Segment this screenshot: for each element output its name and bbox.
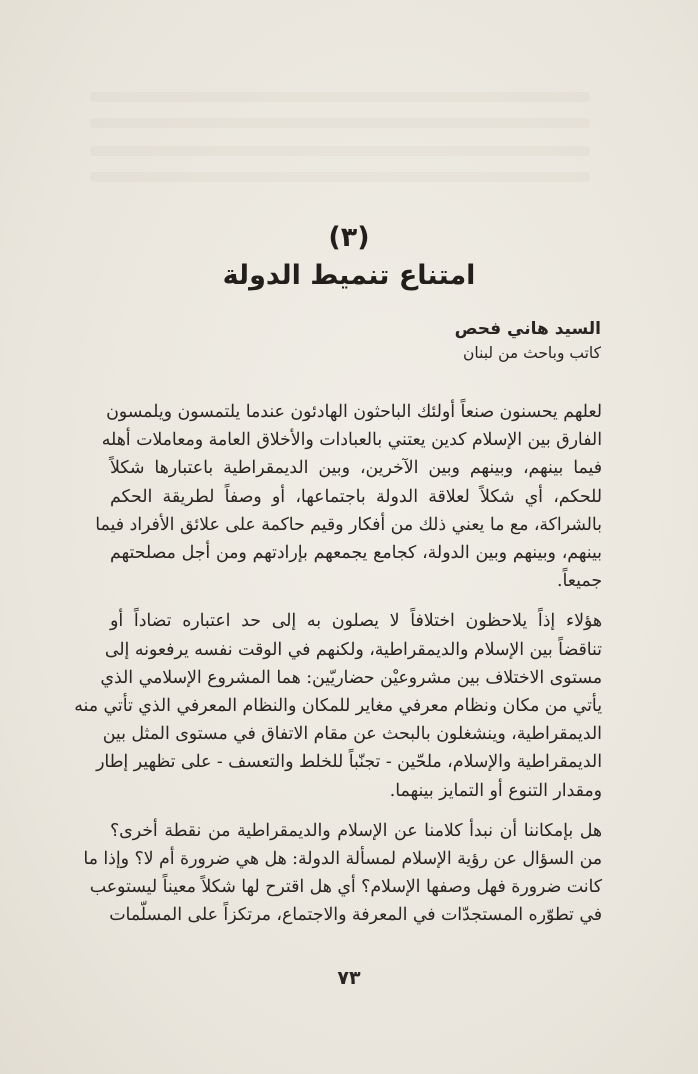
paragraph-1 <box>95 398 602 595</box>
text-line: فيما بينهم، وبينهم وبين الآخرين، وبين الديمقراطية باعتبارها شكلاً <box>110 458 602 479</box>
bleed-through <box>90 172 590 182</box>
text-line: هؤلاء إذاً يلاحظون اختلافاً لا يصلون به إلى حد اعتباره تضاداً أو <box>110 611 602 632</box>
author-description: كاتب وباحث من لبنان <box>462 344 601 362</box>
chapter-title: امتناع تنميط الدولة <box>222 260 476 291</box>
text-line: كانت ضرورة فهل وصفها الإسلام؟ أي هل اقترح لها شكلاً معيناً ليستوعب <box>89 877 602 898</box>
text-line: بالشراكة، مع ما يعني ذلك من أفكار وقيم حاكمة على علائق الأفراد فيما <box>95 514 602 535</box>
text-line: الفارق بين الإسلام كدين يعتني بالعبادات والأخلاق العامة ومعاملات أهله <box>101 430 602 451</box>
text-line: للحكم، أي شكلاً لعلاقة الدولة باجتماعها، أو وصفاً لطريقة الحكم <box>110 486 602 507</box>
bleed-through <box>90 118 590 128</box>
text-line: جميعاً. <box>557 571 602 592</box>
text-line: في تطوّره المستجدّات في المعرفة والاجتماع، مرتكزاً على المسلّمات <box>109 905 602 926</box>
paragraph-3 <box>83 817 602 930</box>
chapter-number: (٣) <box>328 222 370 253</box>
text-line: الديمقراطية، وينشغلون بالبحث عن مقام الاتفاق في مستوى المثل بين <box>102 724 602 745</box>
text-line: بينهم، وبينهم وبين الدولة، كجامع يجمعهم بإرادتهم ومن أجل مصلحتهم <box>110 543 602 564</box>
author-name: السيد هاني فحص <box>454 319 601 339</box>
text-line: من السؤال عن رؤية الإسلام لمسألة الدولة: هل هي ضرورة أم لا؟ وإذا ما <box>83 849 602 870</box>
bleed-through <box>90 146 590 156</box>
text-line: لعلهم يحسنون صنعاً أولئك الباحثون الهادئون عندما يلتمسون ويلمسون <box>106 402 602 422</box>
bleed-through <box>90 92 590 102</box>
body-text <box>74 398 602 942</box>
page-number: ٧٣ <box>337 967 361 989</box>
text-line: يأتي من مكان ونظام معرفي مغاير للمكان والنظام المعرفي الذي تأتي منه <box>74 696 602 717</box>
text-line: هل بإمكاننا أن نبدأ كلامنا عن الإسلام والديمقراطية من نقطة أخرى؟ <box>110 820 602 841</box>
text-line: مستوى الاختلاف بين مشروعيْن حضاريّين: هما المشروع الإسلامي الذي <box>100 667 602 688</box>
text-line: ومقدار التنوع أو التمايز بينهما. <box>389 780 602 801</box>
text-line: الديمقراطية والإسلام، ملحّين - تجنّباً للخلط والتعسف - على تظهير إطار <box>96 752 602 773</box>
text-line: تناقضاً بين الإسلام والديمقراطية، ولكنهم في الوقت نفسه يرفعونه إلى <box>104 639 602 660</box>
paragraph-2 <box>74 607 602 804</box>
